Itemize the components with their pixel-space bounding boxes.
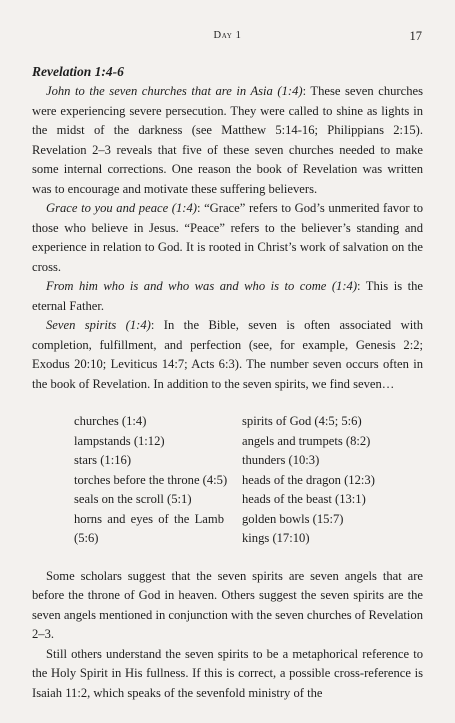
paragraph-lead: John to the seven churches that are in Asia (1:4): [46, 84, 303, 98]
list-item: horns and eyes of the Lamb (5:6): [74, 511, 224, 545]
list-item: golden bowls (15:7): [242, 511, 344, 526]
running-head-title: Day 1: [213, 30, 242, 41]
list-item: seals on the scroll (5:1): [74, 492, 192, 506]
list-item: lampstands (1:12): [74, 433, 165, 448]
list-item: churches (1:4): [74, 414, 147, 428]
list-item: spirits of God (4:5; 5:6): [242, 414, 362, 428]
list-item: kings (17:10): [242, 531, 310, 545]
paragraph-text: : This is the eternal Father.: [32, 279, 423, 313]
paragraph-lead: Grace to you and peace (1:4): [46, 201, 197, 215]
page-number: 17: [409, 29, 422, 43]
list-item: heads of the dragon (12:3): [242, 472, 375, 487]
list-item: stars (1:16): [74, 453, 132, 467]
paragraph-lead: From him who is and who was and who is to come (1:4): [46, 279, 358, 293]
section-heading: Revelation 1:4-6: [32, 64, 124, 79]
body-text: [32, 62, 423, 703]
paragraph: [32, 199, 423, 277]
paragraph: [32, 316, 423, 394]
paragraph-lead: Seven spirits (1:4): [46, 318, 151, 332]
paragraph: [32, 82, 423, 199]
sevens-list: [74, 412, 423, 549]
running-head: [0, 30, 455, 46]
list-item: heads of the beast (13:1): [242, 492, 366, 506]
list-item: torches before the throne (4:5): [74, 472, 228, 487]
list-item: thunders (10:3): [242, 453, 320, 467]
paragraph-text: : “Grace” refers to God’s unmerited favor to those who believe in Jesus. “Peace” refers to the believer’s standing and experience in relation to God. It is rooted in Christ’s work of salvation on the cross.: [32, 201, 423, 274]
paragraph-text: : In the Bible, seven is often associated with completion, fulfillment, and perfection (see, for example, Genesis 2:2; Exodus 20:10; Leviticus 14:7; Acts 6:3). The number seven occurs often in the book of Revelation. In addition to the seven spirits, we find seven…: [32, 318, 423, 391]
paragraph: Some scholars suggest that the seven spirits are seven angels that are before the throne of God in heaven. Others suggest the seven spirits are the seven angels mentioned in conjunction with the seven churches of Revelation 2–3.: [32, 568, 423, 641]
list-item: angels and trumpets (8:2): [242, 433, 371, 448]
paragraph-text: : These seven churches were experiencing severe persecution. They were called to shine as lights in the midst of the darkness (see Matthew 5:14-16; Philippians 2:15). Revelation 2–3 reveals that five of these seven churches needed to make some internal corrections. One reason the book of Revelation was written was to encourage and motivate these suffering believers.: [32, 84, 423, 196]
paragraph: Still others understand the seven spirits to be a metaphorical reference to the Holy Spirit in His fullness. If this is correct, a possible cross-reference is Isaiah 11:2, which speaks of the sevenfold ministry of the: [32, 646, 423, 700]
paragraph: [32, 277, 423, 316]
